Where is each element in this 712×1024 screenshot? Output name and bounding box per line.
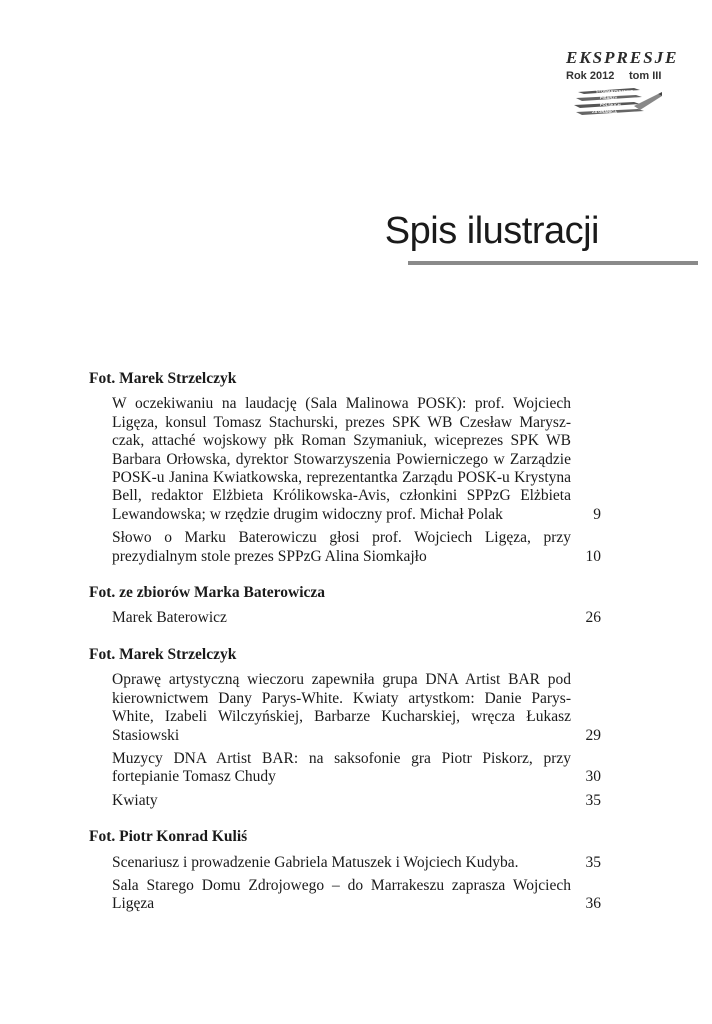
logo-volume: tom III xyxy=(629,70,662,82)
page-title: Spis ilustracji xyxy=(384,210,599,252)
entry-caption: Scenariusz i prowadzenie Gabriela Matuszek i Wojciech Kudyba. xyxy=(112,853,519,871)
logo-book-text-2: PISARZY xyxy=(600,95,618,100)
entry-caption: Oprawę artystyczną wieczoru zapewniła grupa DNA Artist BAR pod kierownictwem Dany Parys-White. Kwiaty artystkom: Danie Parys-White, Izabeli Wilczyńskiej, Barbarze Kucharskiej, wręcza Łukasz Stasiowski xyxy=(112,671,571,744)
entry-caption: W oczekiwaniu na laudację (Sala Malinowa POSK): prof. Wojciech Ligęza, konsul Tomasz Stachurski, prezes SPK WB Czesław Maryszczak, attaché wojskowy płk Roman Szymaniuk, wiceprezes SPK WB Barbara Orłowska, dyrektor Stowarzyszenia Powierniczego w Zarządzie POSK-u Janina Kwiatkowska, reprezentantka Zarządu POSK-u Krystyna Bell, redaktor Elżbieta Królikowska-Avis, członkini SPPzG Elżbieta Lewandowska; w rzędzie drugim widoczny prof. Michał Polak xyxy=(112,395,571,523)
entry-page-number: 36 xyxy=(585,895,601,913)
toc-entry xyxy=(89,529,601,566)
logo-title: EKSPRESJE xyxy=(566,48,679,67)
section-heading: Fot. Marek Strzelczyk xyxy=(89,370,237,387)
entry-page-number: 35 xyxy=(585,791,601,809)
entry-page-number: 35 xyxy=(585,853,601,871)
toc-entry xyxy=(89,395,601,524)
entry-page-number: 10 xyxy=(585,547,601,565)
toc-section xyxy=(89,584,601,628)
toc-entry xyxy=(89,854,601,872)
entry-caption: Kwiaty xyxy=(112,791,158,809)
section-heading: Fot. Piotr Konrad Kuliś xyxy=(89,828,248,846)
illustrations-list xyxy=(89,370,601,932)
entry-page-number: 26 xyxy=(585,609,601,627)
toc-entry xyxy=(89,877,601,914)
logo-book-text-4: ZA GRANICĄ xyxy=(592,109,617,114)
toc-entry xyxy=(89,609,601,627)
entry-page-number: 9 xyxy=(593,505,601,523)
books-logo-icon xyxy=(574,86,664,122)
journal-logo xyxy=(566,48,679,128)
entry-page-number: 29 xyxy=(585,726,601,744)
title-underline xyxy=(408,261,698,265)
entry-page-number: 30 xyxy=(585,768,601,786)
logo-year: Rok 2012 xyxy=(566,70,615,82)
toc-entry xyxy=(89,792,601,810)
entry-caption: Słowo o Marku Baterowiczu głosi prof. Wojciech Ligęza, przy prezydialnym stole prezes SPPzG Alina Siomkajło xyxy=(112,529,571,565)
section-heading: Fot. ze zbiorów Marka Baterowicza xyxy=(89,584,326,602)
toc-section xyxy=(89,646,601,810)
toc-section xyxy=(89,828,601,914)
toc-section xyxy=(89,370,601,566)
toc-entry xyxy=(89,750,601,787)
toc-entry xyxy=(89,671,601,745)
logo-book-text-1: STOWARZYSZENIE xyxy=(596,88,634,94)
entry-caption: Sala Starego Domu Zdrojowego – do Marrakeszu zaprasza Wojciech Ligęza xyxy=(112,876,571,913)
section-heading: Fot. Marek Strzelczyk xyxy=(89,645,237,663)
entry-caption: Marek Baterowicz xyxy=(112,609,227,627)
entry-caption: Muzycy DNA Artist BAR: na saksofonie gra Piotr Piskorz, przy fortepianie Tomasz Chudy xyxy=(112,749,571,786)
logo-book-text-3: POLSKICH xyxy=(600,102,621,107)
